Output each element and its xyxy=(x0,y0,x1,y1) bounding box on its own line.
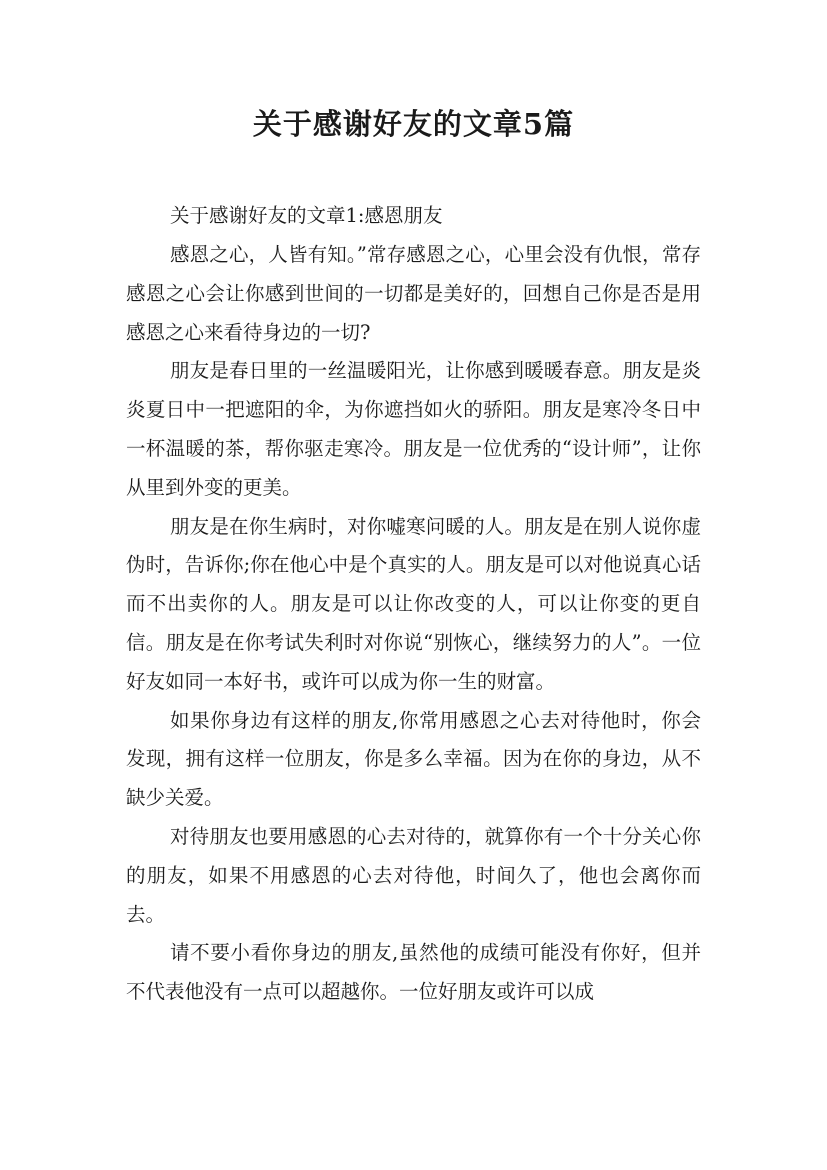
section-heading: 关于感谢好友的文章1:感恩朋友 xyxy=(170,204,443,227)
paragraph-6: 请不要小看你身边的朋友,虽然他的成绩可能没有你好，但并不代表他没有一点可以超越你。一位好朋友或许可以成 xyxy=(126,941,701,1004)
document-title: 关于感谢好友的文章5篇 xyxy=(252,107,575,141)
paragraph-3: 朋友是在你生病时，对你嘘寒问暖的人。朋友是在别人说你虚伪时，告诉你;你在他心中是个真实的人。朋友是可以对他说真心话而不出卖你的人。朋友是可以让你改变的人，可以让你变的更自信。朋友是在你考试失利时对你说“别恢心，继续努力的人”。一位好友如同一本好书，或许可以成为你一生的财富。 xyxy=(126,514,701,693)
paragraph-2: 朋友是春日里的一丝温暖阳光，让你感到暖暖春意。朋友是炎炎夏日中一把遮阳的伞，为你遮挡如火的骄阳。朋友是寒冷冬日中一杯温暖的茶，帮你驱走寒冷。朋友是一位优秀的“设计师”，让你从里到外变的更美。 xyxy=(126,359,701,499)
paragraph-4: 如果你身边有这样的朋友,你常用感恩之心去对待他时，你会发现，拥有这样一位朋友，你是多么幸福。因为在你的身边，从不缺少关爱。 xyxy=(126,708,701,810)
document-body xyxy=(126,196,701,1012)
paragraph-1: 感恩之心，人皆有知。”常存感恩之心，心里会没有仇恨，常存感恩之心会让你感到世间的一切都是美好的，回想自己你是否是用感恩之心来看待身边的一切? xyxy=(126,243,701,344)
paragraph-5: 对待朋友也要用感恩的心去对待的，就算你有一个十分关心你的朋友，如果不用感恩的心去对待他，时间久了，他也会离你而去。 xyxy=(126,824,701,926)
